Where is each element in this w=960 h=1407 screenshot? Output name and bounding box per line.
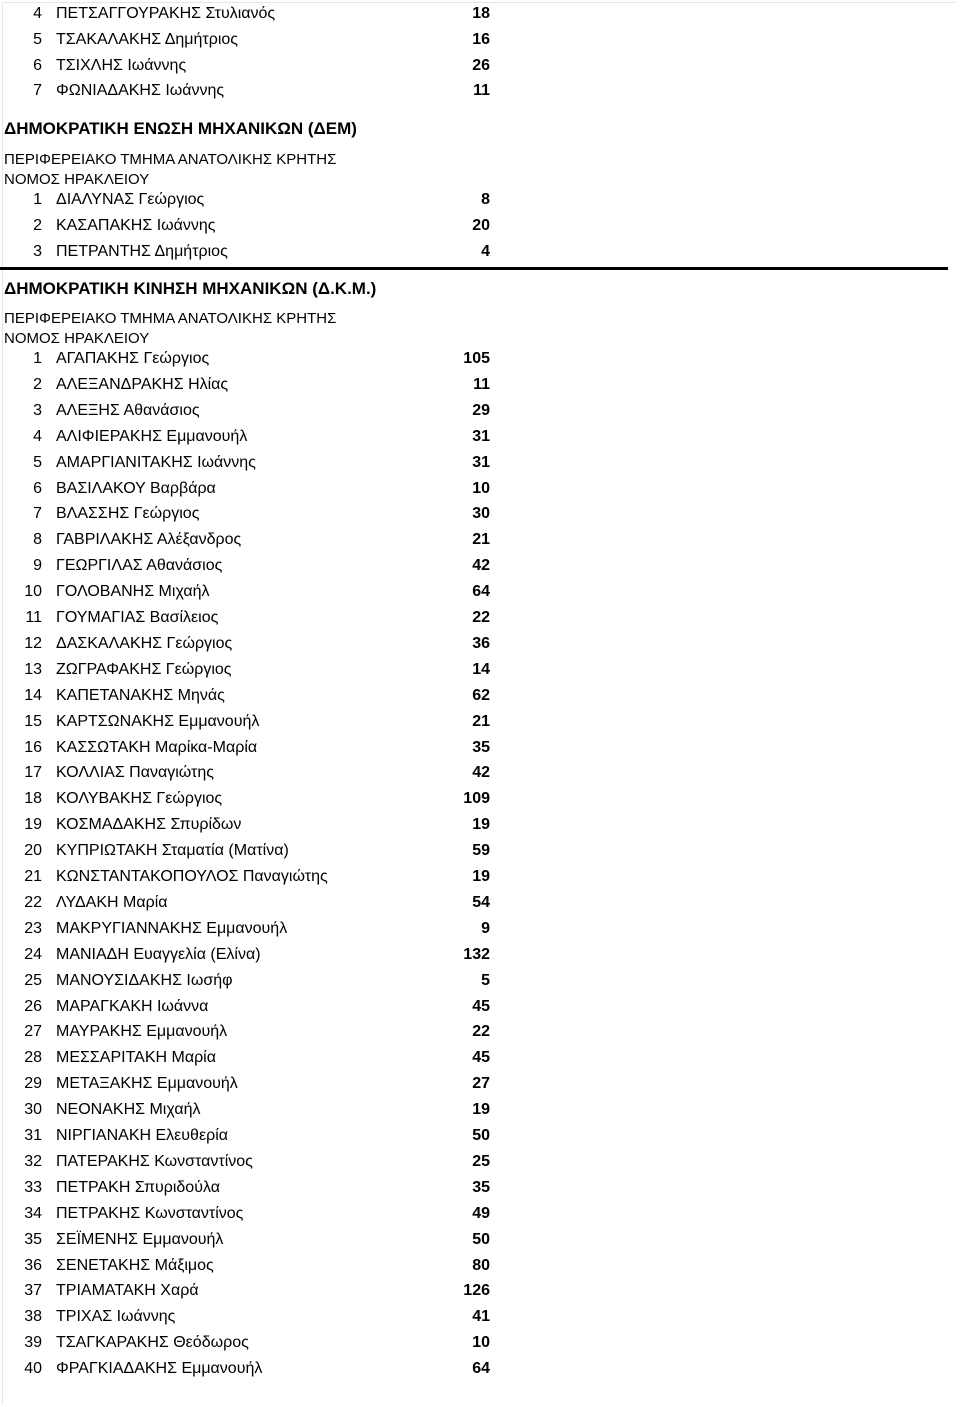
candidate-row (0, 1021, 500, 1043)
candidate-row (0, 241, 500, 263)
candidate-number: 2 (33, 375, 42, 393)
candidate-name: ΑΓΑΠΑΚΗΣ Γεώργιος (56, 350, 210, 367)
section-divider (0, 267, 948, 270)
candidate-name: ΤΡΙΑΜΑΤΑΚΗ Χαρά (56, 1282, 199, 1300)
candidate-number: 7 (33, 505, 42, 523)
candidate-name: ΓΕΩΡΓΙΛΑΣ Αθανάσιος (56, 557, 223, 575)
candidate-row (0, 215, 500, 237)
candidate-row (0, 762, 500, 784)
candidate-row (0, 1177, 500, 1199)
candidate-row (0, 633, 500, 655)
party-title-dkm: ΔΗΜΟΚΡΑΤΙΚΗ ΚΙΝΗΣΗ ΜΗΧΑΝΙΚΩΝ (Δ.Κ.Μ.) (4, 279, 377, 298)
candidate-name: ΠΕΤΣΑΓΓΟΥΡΑΚΗΣ Στυλιανός (56, 5, 276, 22)
candidate-row (0, 1047, 500, 1069)
candidate-row (0, 685, 500, 707)
candidate-name: ΚΑΣΑΠΑΚΗΣ Ιωάννης (56, 216, 216, 234)
candidate-votes: 18 (472, 5, 490, 22)
candidate-row (0, 607, 500, 629)
candidate-row (0, 788, 500, 810)
candidate-votes: 5 (481, 971, 490, 989)
candidate-row (0, 1229, 500, 1251)
candidate-votes: 4 (481, 242, 490, 260)
candidate-name: ΤΣΑΓΚΑΡΑΚΗΣ Θεόδωρος (56, 1334, 249, 1352)
candidate-name: ΤΣΙΧΛΗΣ Ιωάννης (56, 56, 187, 74)
candidate-votes: 9 (481, 919, 490, 937)
candidate-name: ΓΟΥΜΑΓΙΑΣ Βασίλειος (56, 609, 219, 626)
candidate-votes: 54 (472, 893, 490, 911)
candidate-votes: 50 (472, 1230, 490, 1248)
candidate-votes: 109 (463, 790, 490, 808)
candidate-votes: 20 (472, 216, 490, 234)
candidate-number: 3 (33, 242, 42, 260)
candidate-votes: 10 (472, 1334, 490, 1352)
candidate-name: ΝΙΡΓΙΑΝΑΚΗ Ελευθερία (56, 1127, 228, 1144)
candidate-number: 35 (24, 1230, 42, 1248)
candidate-votes: 36 (472, 634, 490, 652)
candidate-votes: 35 (472, 738, 490, 756)
candidate-row (0, 866, 500, 888)
candidate-row (0, 970, 500, 992)
candidate-votes: 10 (472, 479, 490, 497)
candidate-name: ΑΛΕΞΗΣ Αθανάσιος (56, 401, 200, 419)
candidate-number: 30 (24, 1101, 42, 1119)
candidate-votes: 80 (472, 1256, 490, 1274)
candidate-votes: 31 (472, 453, 490, 471)
candidate-row (0, 737, 500, 759)
candidate-number: 36 (24, 1256, 42, 1274)
party-title-dem: ΔΗΜΟΚΡΑΤΙΚΗ ΕΝΩΣΗ ΜΗΧΑΝΙΚΩΝ (ΔΕΜ) (4, 119, 357, 138)
candidate-name: ΜΑΝΙΑΔΗ Ευαγγελία (Ελίνα) (56, 945, 261, 963)
candidate-name: ΦΩΝΙΑΔΑΚΗΣ Ιωάννης (56, 82, 225, 100)
candidate-name: ΑΛΕΞΑΝΔΡΑΚΗΣ Ηλίας (56, 375, 229, 393)
candidate-votes: 42 (472, 557, 490, 575)
candidate-number: 1 (33, 191, 42, 208)
candidate-votes: 11 (473, 82, 490, 100)
candidate-number: 6 (33, 479, 42, 497)
candidate-votes: 21 (472, 531, 490, 549)
candidate-name: ΚΩΝΣΤΑΝΤΑΚΟΠΟΥΛΟΣ Παναγιώτης (56, 868, 328, 885)
candidate-row (0, 1280, 500, 1302)
candidate-number: 9 (33, 557, 42, 575)
candidate-name: ΚΟΣΜΑΔΑΚΗΣ Σπυρίδων (56, 816, 242, 834)
candidate-number: 8 (33, 531, 42, 549)
prefecture-title-dkm: ΝΟΜΟΣ ΗΡΑΚΛΕΙΟΥ (4, 330, 150, 347)
candidate-number: 13 (24, 660, 42, 678)
candidate-row (0, 1099, 500, 1121)
candidate-number: 6 (33, 56, 42, 74)
candidate-name: ΜΕΤΑΞΑΚΗΣ Εμμανουήλ (56, 1075, 238, 1093)
candidate-number: 4 (33, 5, 42, 22)
candidate-row (0, 400, 500, 422)
candidate-number: 39 (24, 1334, 42, 1352)
candidate-name: ΠΕΤΡΑΚΗΣ Κωνσταντίνος (56, 1204, 244, 1222)
candidate-row (0, 659, 500, 681)
candidate-number: 17 (24, 764, 42, 782)
candidate-number: 2 (33, 216, 42, 234)
candidate-votes: 41 (472, 1308, 490, 1326)
candidate-number: 40 (24, 1360, 42, 1378)
candidate-votes: 19 (472, 816, 490, 834)
candidate-row (0, 3, 500, 25)
candidate-name: ΑΜΑΡΓΙΑΝΙΤΑΚΗΣ Ιωάννης (56, 453, 256, 471)
candidate-row (0, 478, 500, 500)
candidate-number: 34 (24, 1204, 42, 1222)
candidate-row (0, 348, 500, 370)
candidate-name: ΖΩΓΡΑΦΑΚΗΣ Γεώργιος (56, 660, 232, 678)
candidate-number: 29 (24, 1075, 42, 1093)
candidate-row (0, 840, 500, 862)
candidate-number: 22 (24, 893, 42, 911)
candidate-number: 10 (24, 583, 42, 601)
candidate-name: ΜΕΣΣΑΡΙΤΑΚΗ Μαρία (56, 1049, 216, 1067)
candidate-votes: 42 (472, 764, 490, 782)
candidate-number: 38 (24, 1308, 42, 1326)
candidate-row (0, 555, 500, 577)
candidate-votes: 50 (472, 1127, 490, 1144)
candidate-row (0, 452, 500, 474)
candidate-row (0, 711, 500, 733)
candidate-number: 33 (24, 1178, 42, 1196)
candidate-votes: 11 (473, 375, 490, 393)
candidate-name: ΠΕΤΡΑΚΗ Σπυριδούλα (56, 1178, 220, 1196)
candidate-number: 26 (24, 997, 42, 1015)
candidate-votes: 22 (472, 1023, 490, 1041)
region-title-dem: ΠΕΡΙΦΕΡΕΙΑΚΟ ΤΜΗΜΑ ΑΝΑΤΟΛΙΚΗΣ ΚΡΗΤΗΣ (4, 151, 337, 168)
candidate-name: ΚΑΡΤΣΩΝΑΚΗΣ Εμμανουήλ (56, 712, 260, 730)
candidate-row (0, 944, 500, 966)
candidate-name: ΒΑΣΙΛΑΚΟΥ Βαρβάρα (56, 479, 216, 497)
candidate-votes: 105 (463, 350, 490, 367)
candidate-name: ΔΑΣΚΑΛΑΚΗΣ Γεώργιος (56, 634, 233, 652)
candidate-name: ΜΑΥΡΑΚΗΣ Εμμανουήλ (56, 1023, 228, 1041)
candidate-row (0, 1151, 500, 1173)
candidate-votes: 19 (472, 868, 490, 885)
candidate-row (0, 918, 500, 940)
candidate-name: ΓΟΛΟΒΑΝΗΣ Μιχαήλ (56, 583, 210, 601)
candidate-name: ΠΑΤΕΡΑΚΗΣ Κωνσταντίνος (56, 1152, 253, 1170)
candidate-row (0, 581, 500, 603)
candidate-row (0, 1203, 500, 1225)
candidate-votes: 59 (472, 842, 490, 860)
candidate-row (0, 374, 500, 396)
candidate-votes: 64 (472, 1360, 490, 1378)
candidate-row (0, 1358, 500, 1380)
candidate-votes: 31 (472, 427, 490, 445)
candidate-row (0, 996, 500, 1018)
candidate-votes: 29 (472, 401, 490, 419)
candidate-number: 4 (33, 427, 42, 445)
candidate-row (0, 892, 500, 914)
candidate-row (0, 503, 500, 525)
prefecture-title-dem: ΝΟΜΟΣ ΗΡΑΚΛΕΙΟΥ (4, 171, 150, 188)
candidate-name: ΚΟΛΥΒΑΚΗΣ Γεώργιος (56, 790, 223, 808)
candidate-name: ΜΑΚΡΥΓΙΑΝΝΑΚΗΣ Εμμανουήλ (56, 919, 288, 937)
candidate-name: ΠΕΤΡΑΝΤΗΣ Δημήτριος (56, 242, 228, 260)
candidate-votes: 49 (472, 1204, 490, 1222)
candidate-name: ΤΡΙΧΑΣ Ιωάννης (56, 1308, 176, 1326)
candidate-number: 11 (25, 609, 42, 626)
candidate-row (0, 1255, 500, 1277)
candidate-number: 16 (24, 738, 42, 756)
candidate-row (0, 1332, 500, 1354)
candidate-name: ΜΑΡΑΓΚΑΚΗ Ιωάννα (56, 997, 209, 1015)
candidate-number: 18 (24, 790, 42, 808)
candidate-name: ΚΑΣΣΩΤΑΚΗ Μαρίκα-Μαρία (56, 738, 258, 756)
candidate-row (0, 1125, 500, 1147)
candidate-number: 5 (33, 453, 42, 471)
candidate-number: 14 (24, 686, 42, 704)
candidate-row (0, 814, 500, 836)
candidate-name: ΚΥΠΡΙΩΤΑΚΗ Σταματία (Ματίνα) (56, 842, 289, 860)
candidate-number: 32 (24, 1152, 42, 1170)
candidate-row (0, 529, 500, 551)
region-title-dkm: ΠΕΡΙΦΕΡΕΙΑΚΟ ΤΜΗΜΑ ΑΝΑΤΟΛΙΚΗΣ ΚΡΗΤΗΣ (4, 310, 337, 327)
candidate-name: ΤΣΑΚΑΛΑΚΗΣ Δημήτριος (56, 30, 239, 48)
candidate-votes: 62 (472, 686, 490, 704)
candidate-votes: 45 (472, 1049, 490, 1067)
candidate-row (0, 55, 500, 77)
candidate-name: ΔΙΑΛΥΝΑΣ Γεώργιος (56, 191, 205, 208)
candidate-votes: 14 (472, 660, 490, 678)
candidate-votes: 132 (463, 945, 490, 963)
candidate-votes: 27 (472, 1075, 490, 1093)
candidate-number: 15 (24, 712, 42, 730)
candidate-number: 21 (24, 868, 42, 885)
candidate-votes: 35 (472, 1178, 490, 1196)
candidate-name: ΒΛΑΣΣΗΣ Γεώργιος (56, 505, 200, 523)
candidate-votes: 21 (472, 712, 490, 730)
candidate-votes: 64 (472, 583, 490, 601)
candidate-number: 5 (33, 30, 42, 48)
candidate-name: ΣΕΪΜΕΝΗΣ Εμμανουήλ (56, 1230, 224, 1248)
candidate-number: 23 (24, 919, 42, 937)
candidate-name: ΛΥΔΑΚΗ Μαρία (56, 893, 168, 911)
candidate-votes: 25 (472, 1152, 490, 1170)
candidate-name: ΚΟΛΛΙΑΣ Παναγιώτης (56, 764, 214, 782)
candidate-number: 19 (24, 816, 42, 834)
candidate-name: ΝΕΟΝΑΚΗΣ Μιχαήλ (56, 1101, 201, 1119)
candidate-number: 25 (24, 971, 42, 989)
candidate-row (0, 80, 500, 102)
candidate-number: 28 (24, 1049, 42, 1067)
candidate-number: 31 (24, 1127, 42, 1144)
candidate-votes: 126 (463, 1282, 490, 1300)
candidate-name: ΜΑΝΟΥΣΙΔΑΚΗΣ Ιωσήφ (56, 971, 233, 989)
candidate-name: ΣΕΝΕΤΑΚΗΣ Μάξιμος (56, 1256, 214, 1274)
candidate-votes: 8 (481, 191, 490, 208)
candidate-name: ΦΡΑΓΚΙΑΔΑΚΗΣ Εμμανουήλ (56, 1360, 263, 1378)
candidate-votes: 30 (472, 505, 490, 523)
candidate-number: 1 (33, 350, 42, 367)
candidate-number: 20 (24, 842, 42, 860)
candidate-number: 3 (33, 401, 42, 419)
candidate-votes: 45 (472, 997, 490, 1015)
candidate-number: 27 (24, 1023, 42, 1041)
candidate-row (0, 426, 500, 448)
candidate-name: ΑΛΙΦΙΕΡΑΚΗΣ Εμμανουήλ (56, 427, 248, 445)
candidate-number: 7 (33, 82, 42, 100)
candidate-number: 37 (24, 1282, 42, 1300)
candidate-votes: 22 (472, 609, 490, 626)
candidate-number: 12 (24, 634, 42, 652)
candidate-name: ΚΑΠΕΤΑΝΑΚΗΣ Μηνάς (56, 686, 225, 704)
candidate-votes: 19 (472, 1101, 490, 1119)
candidate-row (0, 1306, 500, 1328)
candidate-row (0, 189, 500, 211)
candidate-number: 24 (24, 945, 42, 963)
candidate-row (0, 29, 500, 51)
candidate-votes: 26 (472, 56, 490, 74)
candidate-votes: 16 (472, 30, 490, 48)
candidate-row (0, 1073, 500, 1095)
candidate-name: ΓΑΒΡΙΛΑΚΗΣ Αλέξανδρος (56, 531, 242, 549)
